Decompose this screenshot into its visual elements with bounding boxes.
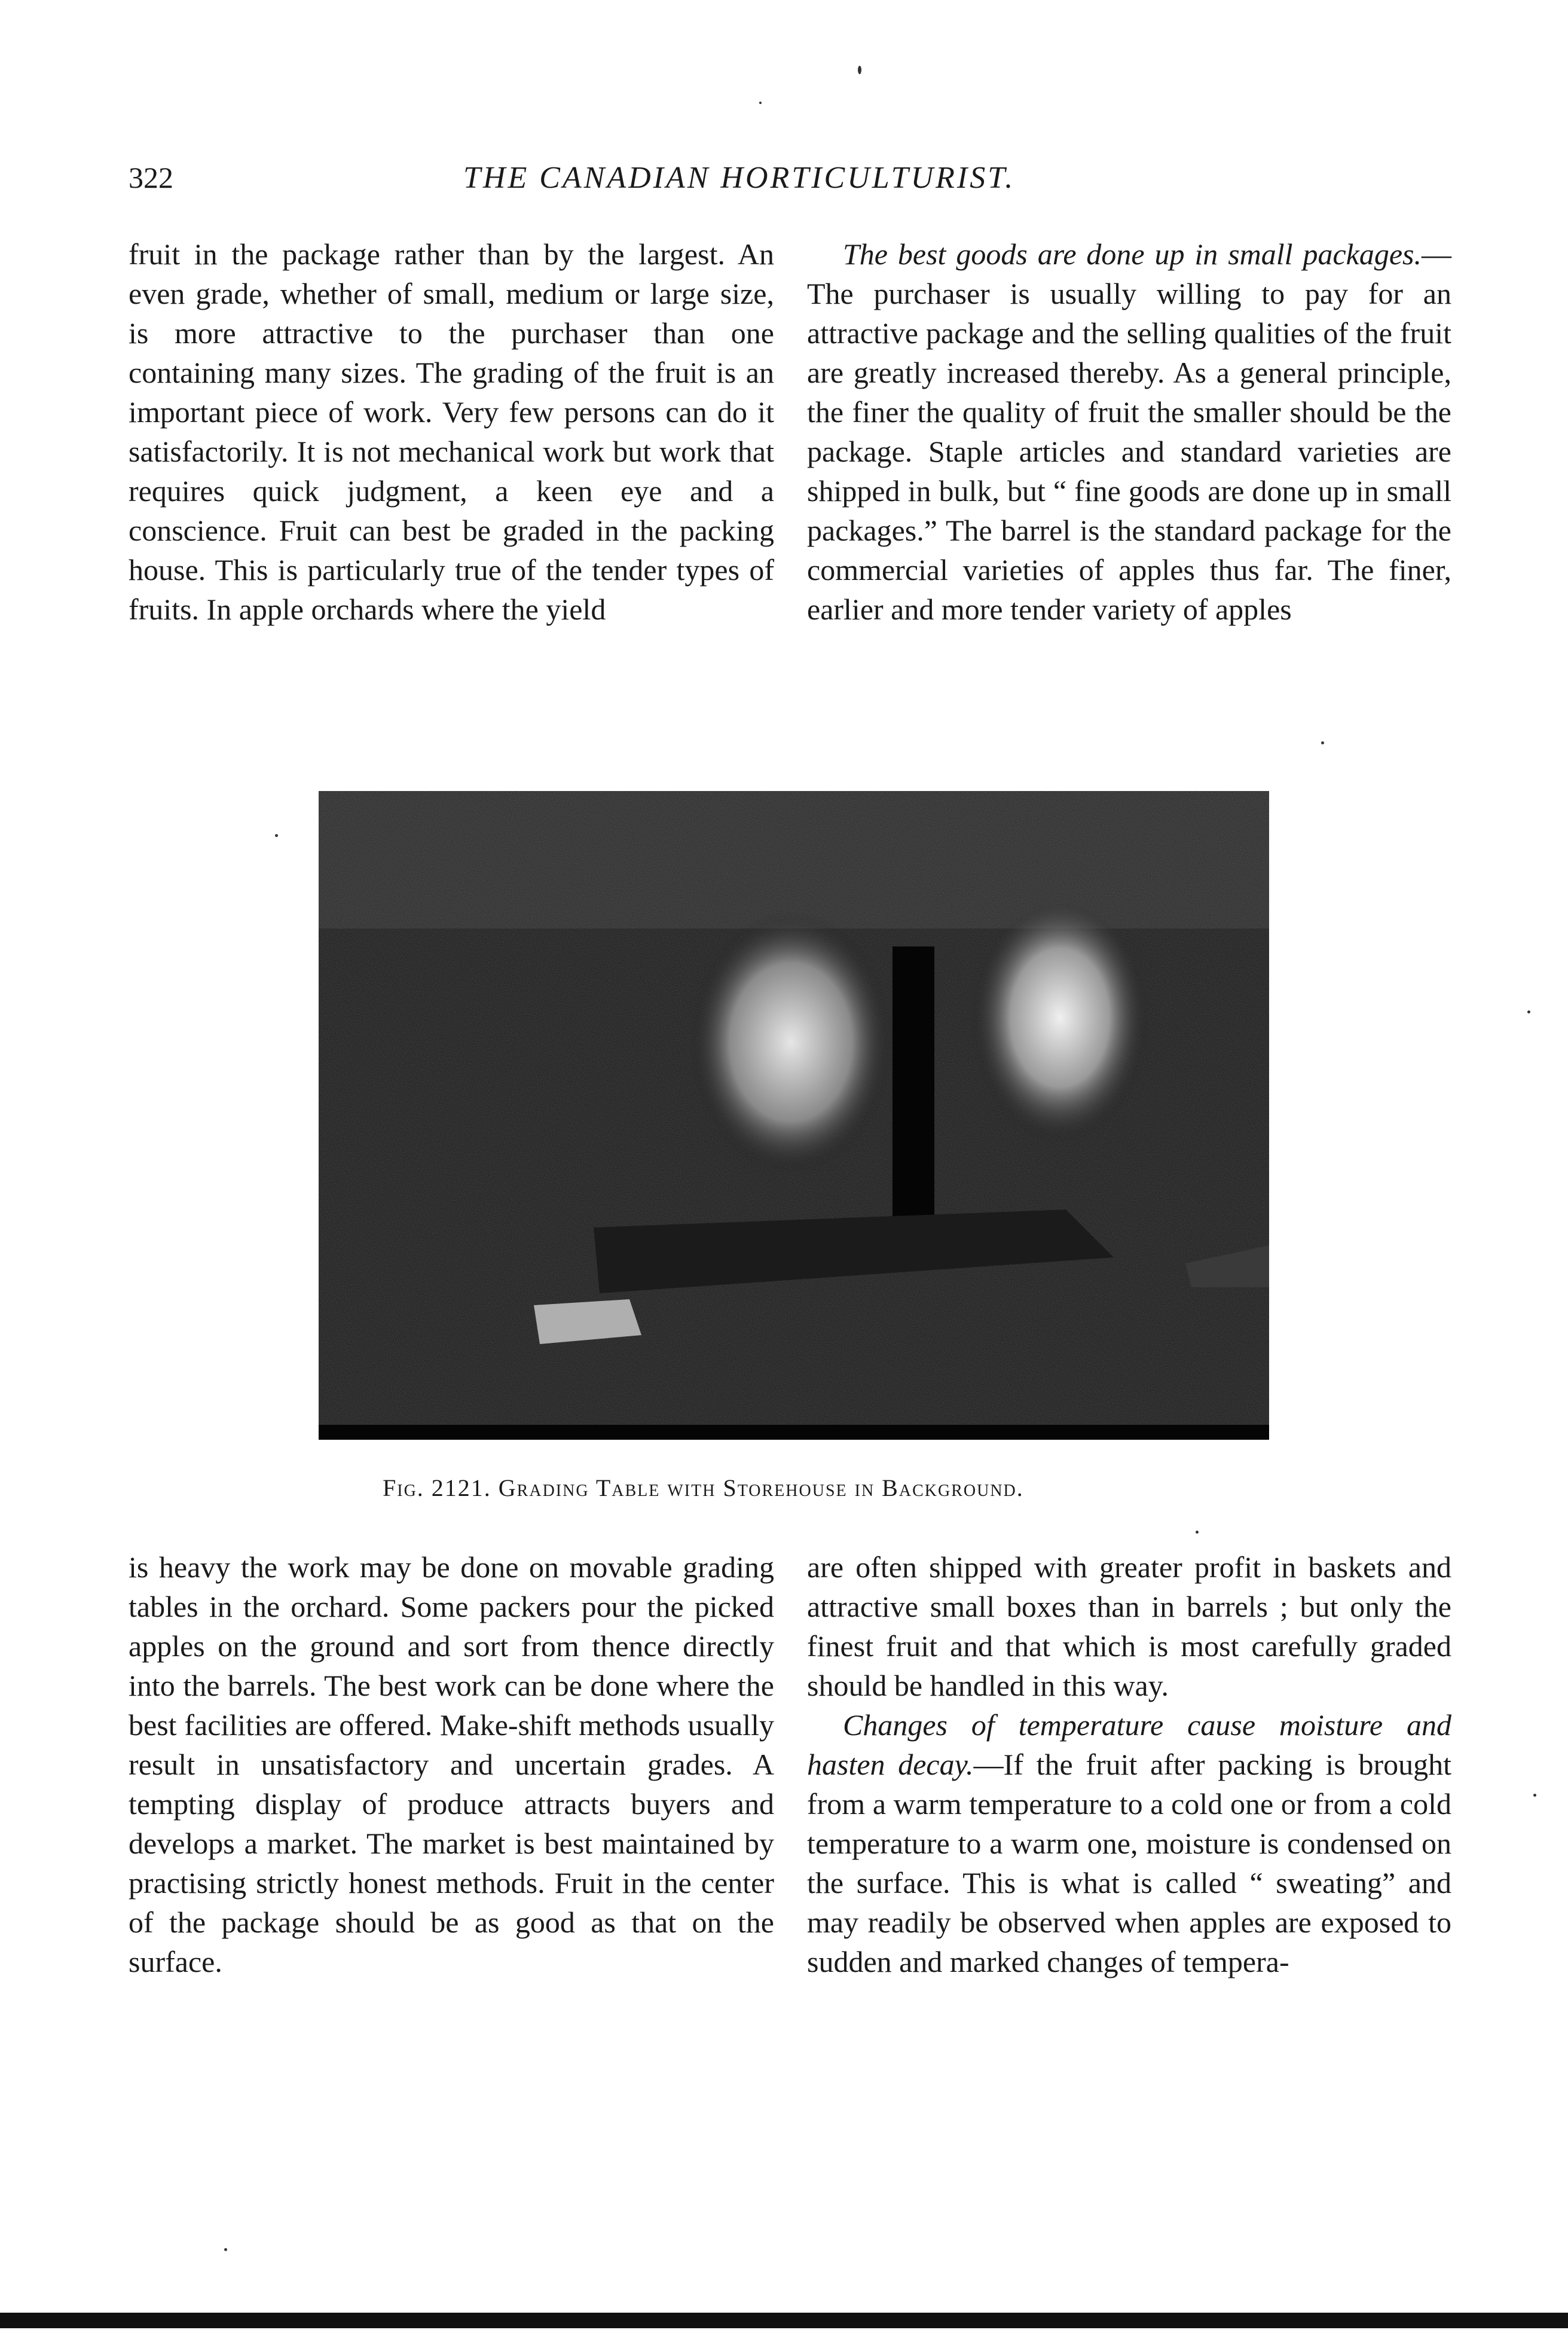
paragraph (807, 1705, 1451, 1981)
section-lead: The best goods are done up in small packages. (843, 237, 1422, 271)
print-speck (275, 834, 278, 837)
paragraph: fruit in the package rather than by the largest. An even grade, whether of small, medium or large size, is more attractive to the purchaser than one containing many sizes. The grading of the fruit is an important piece of work. Very few persons can do it satisfactorily. It is not mechanical work but work that requires quick judgment, a keen eye and a conscience. Fruit can best be graded in the packing house. This is particularly true of the tender types of fruits. In apple orchards where the yield (129, 237, 774, 626)
print-speck (1527, 1010, 1530, 1013)
running-head (129, 160, 1459, 208)
bottom-border-rule (0, 2313, 1568, 2328)
journal-title: THE CANADIAN HORTICULTURIST. (463, 161, 1016, 195)
grading-table-photo (319, 791, 1269, 1440)
print-speck (759, 102, 762, 104)
right-column-bottom (807, 1547, 1451, 1981)
figure-caption: Fig. 2121. Grading Table with Storehouse in Background. (383, 1474, 1024, 1501)
left-column-bottom (129, 1547, 774, 1981)
paragraph (807, 234, 1451, 629)
paragraph: are often shipped with greater profit in baskets and attractive small boxes than in barrels ; but only the finest fruit and that which is most carefully graded should be handled in this way. (807, 1550, 1451, 1702)
paragraph-body: —The purchaser is usually willing to pay for an attractive package and the selling qualities of the fruit are greatly increased thereby. As a general principle, the finer the quality of fruit the smaller should be the package. Staple articles and standard varieties are shipped in bulk, but “ fine goods are done up in small packages.” The barrel is the standard package for the commercial varieties of apples thus far. The finer, earlier and more tender variety of apples (807, 237, 1451, 626)
print-speck (1533, 1794, 1536, 1797)
paragraph: is heavy the work may be done on movable grading tables in the orchard. Some packers pour the picked apples on the ground and sort from thence directly into the barrels. The best work can be done where the best facilities are offered. Make-shift methods usually result in unsatisfactory and uncertain grades. A tempting display of produce attracts buyers and develops a market. The market is best maintained by practising strictly honest methods. Fruit in the center of the package should be as good as that on the surface. (129, 1550, 774, 1978)
page-number: 322 (129, 161, 173, 194)
print-speck (224, 2248, 227, 2251)
figure-photograph (319, 791, 1269, 1440)
print-speck (1196, 1531, 1199, 1534)
print-speck (1321, 741, 1324, 744)
section-lead: Changes of temperature cause moisture and hasten decay. (807, 1708, 1451, 1781)
paragraph-body: —If the fruit after packing is brought from a warm temperature to a cold one or from a cold temperature to a warm one, moisture is condensed on the surface. This is what is called “ sweating” and may readily be observed when apples are exposed to sudden and marked changes of tempera- (807, 1748, 1451, 1978)
left-column-top (129, 234, 774, 629)
right-column-top (807, 234, 1451, 629)
print-speck (858, 66, 861, 74)
